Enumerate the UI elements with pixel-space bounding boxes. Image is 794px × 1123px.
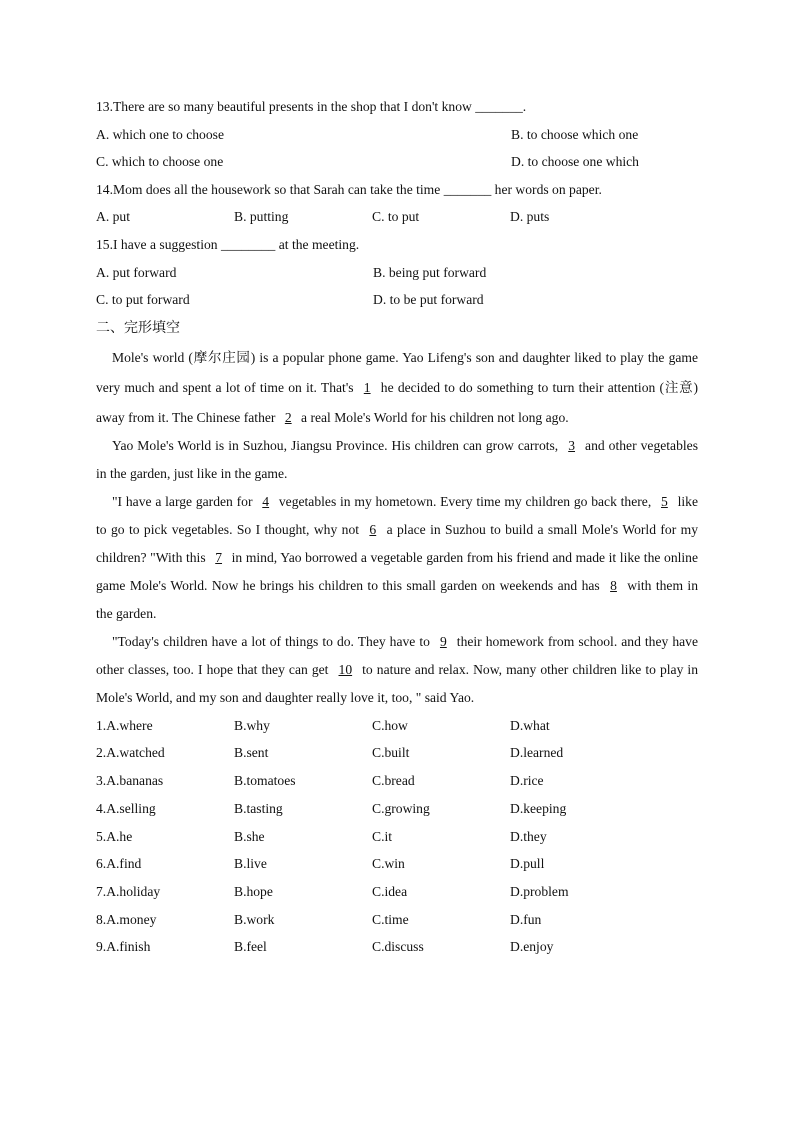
question-13-stem: 13.There are so many beautiful presents in the shop that I don't know _______. [96,99,527,114]
passage-paragraph-3: "I have a large garden for 4 vegetables in my hometown. Every time my children go back there, 5 like to go to pick vegetables. So I thought, why not 6 a place in Suzhou to build a small Mole's World for my children? "With this 7 in mind, Yao borrowed a vegetable garden from his friend and made it like the online game Mole's World. Now he brings his children to this small garden on weekends and has 8 with them in the garden. [96,493,698,621]
option-a[interactable]: A. put [96,209,130,225]
option-c[interactable]: C. which to choose one [96,154,224,170]
option-a[interactable]: 4.A.selling [96,800,156,816]
option-b[interactable]: B.she [234,828,265,844]
option-b[interactable]: B.feel [234,939,267,955]
cloze-option-row [96,712,698,740]
option-c[interactable]: C.win [372,856,405,872]
option-d[interactable]: D. puts [510,209,550,225]
option-b[interactable]: B. putting [234,209,289,225]
option-c[interactable]: C.discuss [372,939,424,955]
option-c[interactable]: C. to put forward [96,292,190,308]
option-b[interactable]: B. being put forward [373,264,487,280]
option-c[interactable]: C.built [372,745,410,761]
question-14-options [96,203,698,231]
cloze-option-row [96,933,698,961]
blank-4[interactable]: 4 [262,493,270,509]
blank-1[interactable]: 1 [363,379,371,395]
passage-paragraph-2: Yao Mole's World is in Suzhou, Jiangsu Province. His children can grow carrots, 3 and other vegetables in the garden, just like in the game. [96,437,698,481]
option-d[interactable]: D.pull [510,856,545,872]
question-15-stem: 15.I have a suggestion ________ at the meeting. [96,236,360,252]
cloze-option-row [96,795,698,823]
option-b[interactable]: B.live [234,856,267,872]
option-b[interactable]: B.tasting [234,800,283,816]
question-15-options-row-1 [96,259,698,287]
question-14-stem: 14.Mom does all the housework so that Sarah can take the time _______ her words on paper. [96,181,602,197]
option-c[interactable]: C. to put [372,209,420,225]
option-c[interactable]: C.it [372,828,393,844]
blank-3[interactable]: 3 [568,437,576,453]
option-a[interactable]: 8.A.money [96,911,157,927]
cloze-option-row [96,767,698,795]
blank-8[interactable]: 8 [610,577,617,593]
option-d[interactable]: D.problem [510,883,569,899]
option-c[interactable]: C.idea [372,883,408,899]
option-a[interactable]: 1.A.where [96,717,153,733]
question-13-options-row-1 [96,121,698,149]
blank-7[interactable]: 7 [215,549,223,565]
cloze-option-row [96,823,698,851]
option-a[interactable]: 5.A.he [96,828,133,844]
option-d[interactable]: D.keeping [510,800,567,816]
option-d[interactable]: D. to be put forward [373,292,484,308]
option-b[interactable]: B.tomatoes [234,773,296,789]
option-d[interactable]: D.enjoy [510,939,554,955]
blank-5[interactable]: 5 [661,493,668,509]
cloze-option-row [96,906,698,934]
option-d[interactable]: D.what [510,717,550,733]
cloze-option-row [96,739,698,767]
question-15-blank[interactable]: ________ [220,236,276,252]
option-a[interactable]: 7.A.holiday [96,883,161,899]
option-c[interactable]: C.how [372,717,408,733]
option-c[interactable]: C.growing [372,800,430,816]
blank-2[interactable]: 2 [284,409,292,425]
option-a[interactable]: 9.A.finish [96,939,151,955]
blank-9[interactable]: 9 [439,633,447,649]
blank-6[interactable]: 6 [369,521,377,537]
option-b[interactable]: B.sent [234,745,269,761]
question-14-blank[interactable]: _______ [443,181,492,197]
option-a[interactable]: 2.A.watched [96,745,165,761]
option-c[interactable]: C.bread [372,773,415,789]
question-13-blank[interactable]: _______ [475,99,523,114]
cloze-option-row [96,878,698,906]
question-15-options-row-2 [96,286,698,314]
passage-paragraph-4: "Today's children have a lot of things to do. They have to 9 their homework from school. and they have other classes, too. I hope that they can get 10 to nature and relax. Now, many other children like to play in Mole's World, and my son and daughter really love it, too, " said Yao. [96,633,698,705]
option-c[interactable]: C.time [372,911,409,927]
cloze-options [96,712,698,961]
passage-paragraph-1: Mole's world (摩尔庄园) is a popular phone game. Yao Lifeng's son and daughter liked to play the game very much and spent a lot of time on it. That's 1 he decided to do something to turn their attention (注意) away from it. The Chinese father 2 a real Mole's World for his children not long ago. [96,349,699,425]
option-b[interactable]: B. to choose which one [511,126,639,142]
option-a[interactable]: 6.A.find [96,856,142,872]
option-a[interactable]: A. put forward [96,264,177,280]
option-a[interactable]: A. which one to choose [96,126,224,142]
question-13-options-row-2 [96,148,698,176]
option-b[interactable]: B.why [234,717,270,733]
option-a[interactable]: 3.A.bananas [96,773,164,789]
option-b[interactable]: B.hope [234,883,273,899]
worksheet-page [96,93,698,961]
option-d[interactable]: D. to choose one which [511,154,639,170]
option-b[interactable]: B.work [234,911,275,927]
option-d[interactable]: D.learned [510,745,564,761]
blank-10[interactable]: 10 [338,661,353,677]
option-d[interactable]: D.rice [510,773,544,789]
section-title: 二、完形填空 [96,319,180,336]
cloze-option-row [96,850,698,878]
option-d[interactable]: D.they [510,828,547,844]
option-d[interactable]: D.fun [510,911,542,927]
